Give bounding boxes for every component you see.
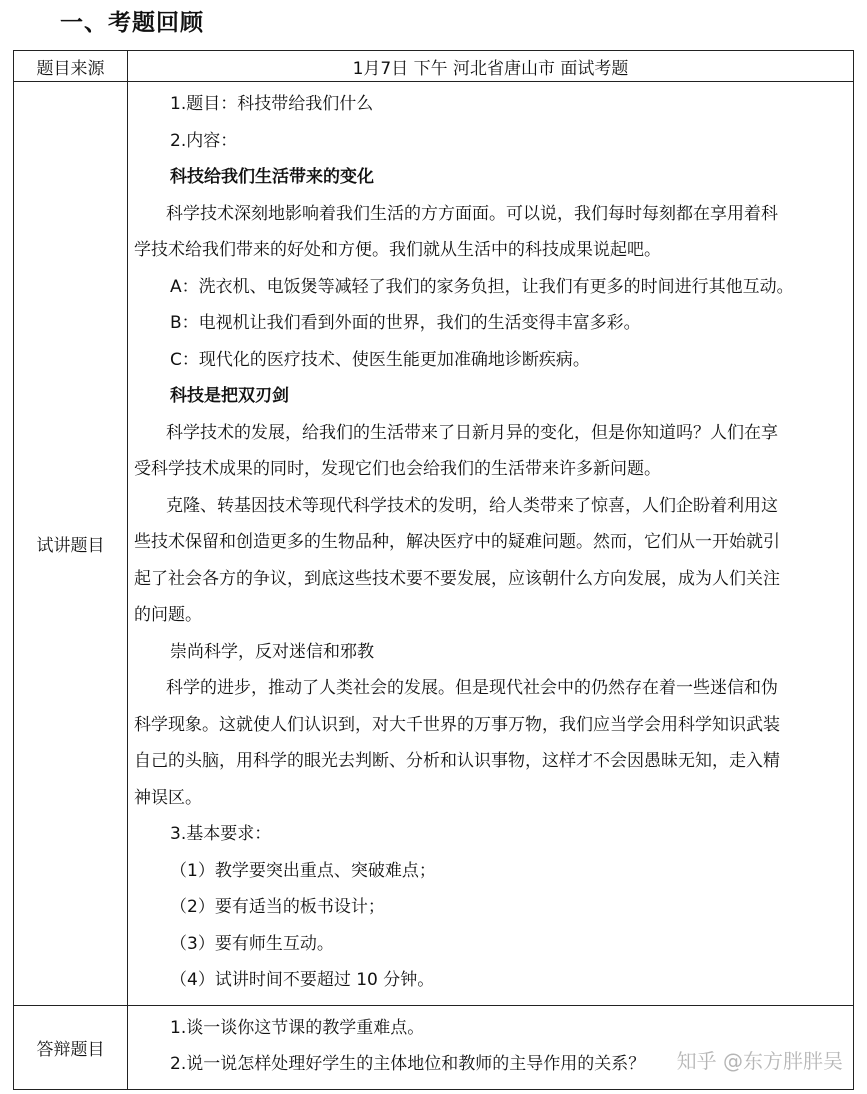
lecture-text-line: 科学现象。这就使人们认识到，对大千世界的万事万物，我们应当学会用科学知识武装 xyxy=(134,714,780,735)
lecture-text-line: 崇尚科学，反对迷信和邪教 xyxy=(170,641,374,662)
lecture-text-line: 神误区。 xyxy=(134,787,202,808)
lecture-text-line: （4）试讲时间不要超过 10 分钟。 xyxy=(170,970,435,990)
lecture-text-line: （2）要有适当的板书设计； xyxy=(170,897,385,917)
lecture-text-line: 学技术给我们带来的好处和方便。我们就从生活中的科技成果说起吧。 xyxy=(134,240,661,260)
lecture-text-line: 受科学技术成果的同时，发现它们也会给我们的生活带来许多新问题。 xyxy=(134,459,661,479)
lecture-text-line: 科技给我们生活带来的变化 xyxy=(170,167,374,187)
lecture-text-line: 些技术保留和创造更多的生物品种，解决医疗中的疑难问题。然而，它们从一开始就引 xyxy=(134,532,780,552)
source-row xyxy=(14,51,854,82)
lecture-text-line: 2.内容： xyxy=(170,130,238,151)
lecture-label: 试讲题目 xyxy=(14,82,128,1006)
source-label: 题目来源 xyxy=(14,51,128,82)
section-heading: 一、考题回顾 xyxy=(60,10,204,36)
lecture-text-line: 科技是把双刃剑 xyxy=(170,386,289,406)
lecture-text-line: 科学的进步，推动了人类社会的发展。但是现代社会中的仍然存在着一些迷信和伪 xyxy=(166,678,778,698)
lecture-content-cell xyxy=(128,82,854,1006)
lecture-text-line: 克隆、转基因技术等现代科学技术的发明，给人类带来了惊喜，人们企盼着利用这 xyxy=(166,495,778,516)
exam-table xyxy=(13,50,854,1090)
defense-text-line: 2.说一说怎样处理好学生的主体地位和教师的主导作用的关系？ xyxy=(170,1054,646,1074)
lecture-text-line: A：洗衣机、电饭煲等减轻了我们的家务负担，让我们有更多的时间进行其他互动。 xyxy=(170,276,794,297)
lecture-text-line: B：电视机让我们看到外面的世界，我们的生活变得丰富多彩。 xyxy=(170,313,641,333)
lecture-text-line: C：现代化的医疗技术、使医生能更加准确地诊断疾病。 xyxy=(170,349,590,370)
lecture-text-line: 起了社会各方的争议，到底这些技术要不要发展，应该朝什么方向发展，成为人们关注 xyxy=(134,568,780,589)
lecture-text-line: 科学技术的发展，给我们的生活带来了日新月异的变化，但是你知道吗？人们在享 xyxy=(166,422,778,443)
source-value: 1月7日 下午 河北省唐山市 面试考题 xyxy=(128,51,854,82)
watermark: 知乎 @东方胖胖吴 xyxy=(676,1049,843,1073)
defense-label: 答辩题目 xyxy=(14,1005,128,1089)
lecture-text-line: （3）要有师生互动。 xyxy=(170,933,334,954)
lecture-text-line: 3.基本要求： xyxy=(170,824,272,844)
lecture-text-line: 1.题目：科技带给我们什么 xyxy=(170,94,374,114)
lecture-content xyxy=(128,82,853,1005)
lecture-text-line: 的问题。 xyxy=(134,605,202,625)
lecture-text-line: 科学技术深刻地影响着我们生活的方方面面。可以说，我们每时每刻都在享用着科 xyxy=(166,203,778,224)
lecture-text-line: （1）教学要突出重点、突破难点； xyxy=(170,860,436,881)
defense-text-line: 1.谈一谈你这节课的教学重难点。 xyxy=(170,1017,425,1038)
lecture-row xyxy=(14,82,854,1006)
lecture-text-line: 自己的头脑，用科学的眼光去判断、分析和认识事物，这样才不会因愚昧无知，走入精 xyxy=(134,751,780,771)
